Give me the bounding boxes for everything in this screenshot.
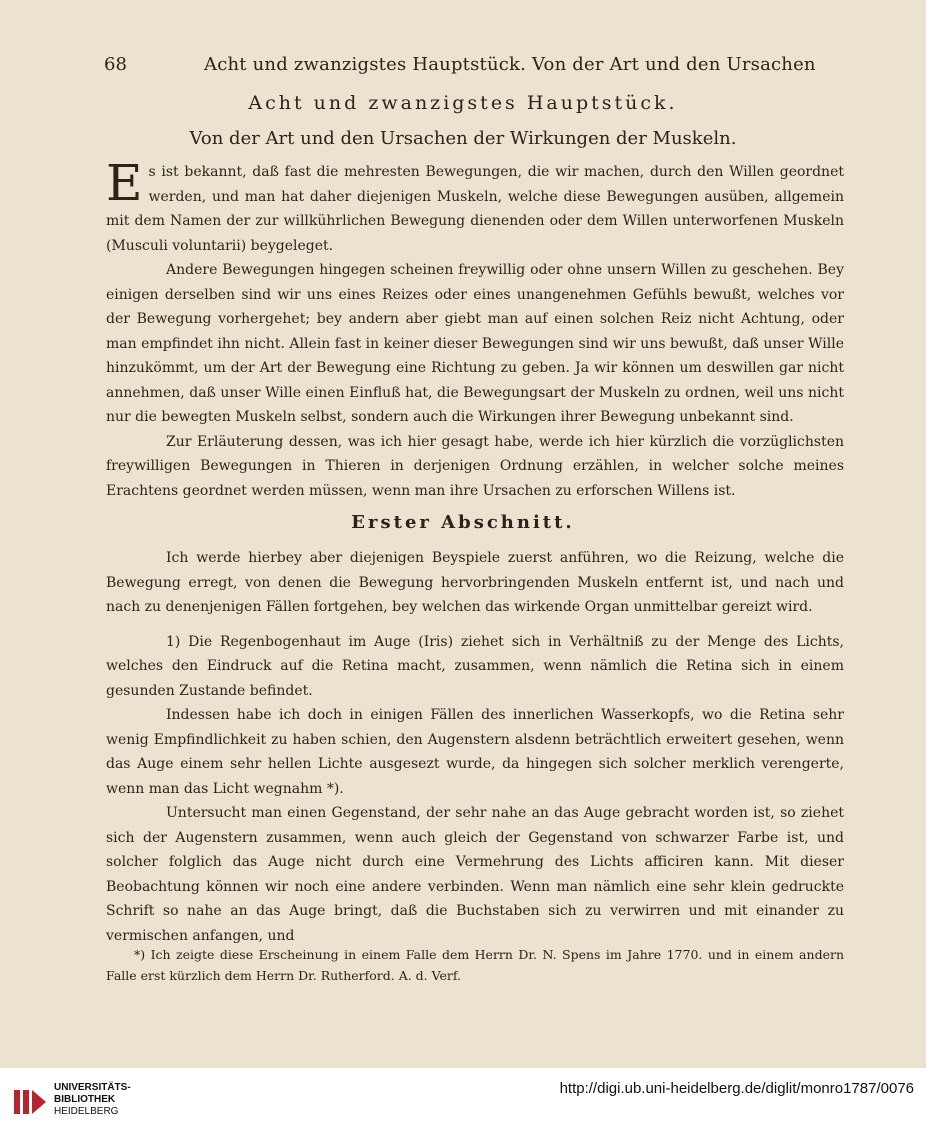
intro-text bbox=[106, 154, 844, 503]
intro-paragraph-3: Zur Erläuterung dessen, was ich hier gesagt habe, werde ich hier kürzlich die vorzüglichsten freywilligen Bewegungen in Thieren in derjenigen Ordnung erzählen, in welcher solche meines Erachtens geordnet werden müssen, wenn man ihre Ursachen zu erforschen Willens ist. bbox=[106, 433, 844, 499]
university-library-logo-icon[interactable] bbox=[12, 1084, 48, 1120]
library-name[interactable] bbox=[54, 1082, 131, 1118]
intro-paragraph-1-text: s ist bekannt, daß fast die mehresten Bewegungen, die wir machen, durch den Willen geordnet werden, und man hat daher diejenigen Muskeln, welche diese Bewegungen ausüben, allgemein mit dem Namen der zur willkührlichen Bewegung dienenden oder dem Willen unterworfenen Muskeln (Musculi voluntarii) beygeleget. bbox=[106, 164, 844, 254]
footnote-text: *) Ich zeigte diese Erscheinung in einem Falle dem Herrn Dr. N. Spens im Jahre 1770. und in einem andern Falle erst kürzlich dem Herrn Dr. Rutherford. A. d. Verf. bbox=[106, 947, 844, 983]
drop-cap: E bbox=[106, 154, 143, 212]
footnote bbox=[106, 944, 844, 986]
section-text bbox=[106, 546, 844, 948]
section-paragraph-2: 1) Die Regenbogenhaut im Auge (Iris) ziehet sich in Verhältniß zu der Menge des Lichts, welches den Eindruck auf die Retina macht, zusammen, wenn nämlich die Retina sich in einem gesunden Zustande befindet. bbox=[106, 633, 844, 699]
intro-paragraph-1 bbox=[106, 154, 844, 258]
library-name-line-2: BIBLIOTHEK bbox=[54, 1094, 116, 1105]
intro-paragraph-2: Andere Bewegungen hingegen scheinen freywillig oder ohne unsern Willen zu geschehen. Bey einigen derselben sind wir uns eines Reizes oder eines unangenehmen Gefühls bewußt, welches vor der Bewegung vorhergehet; bey andern aber giebt man auf einen solchen Reiz nicht Achtung, oder man empfindet ihn nicht. Allein fast in keiner dieser Bewegungen sind wir uns bewußt, daß unser Wille hinzukömmt, um der Art der Bewegung eine Richtung zu geben. Ja wir können um deswillen gar nicht annehmen, daß unser Wille einen Einfluß hat, die Bewegungsart der Muskeln zu ordnen, weil uns nicht nur die bewegten Muskeln selbst, sondern auch die Wirkungen ihrer Bewegung unbekannt sind. bbox=[106, 262, 844, 425]
chapter-title: Acht und zwanzigstes Hauptstück. bbox=[248, 92, 678, 114]
running-title: Acht und zwanzigstes Hauptstück. Von der Art und den Ursachen bbox=[204, 54, 816, 75]
page-number: 68 bbox=[104, 54, 127, 75]
section-paragraph-4: Untersucht man einen Gegenstand, der sehr nahe an das Auge gebracht worden ist, so ziehet sich der Augenstern zusammen, wenn auch gleich der Gegenstand von schwarzer Farbe ist, und solcher folglich das Auge nicht durch eine Vermehrung des Lichts afficiren kann. Mit dieser Beobachtung können wir noch eine andere verbinden. Wenn man nämlich eine sehr klein gedruckte Schrift so nahe an das Auge bringt, daß die Buchstaben sich zu verwirren und mit einander zu vermischen anfangen, und bbox=[106, 805, 844, 944]
library-footer bbox=[0, 1068, 926, 1136]
library-name-line-3: HEIDELBERG bbox=[54, 1106, 119, 1117]
section-paragraph-3: Indessen habe ich doch in einigen Fällen des innerlichen Wasserkopfs, wo die Retina sehr wenig Empfindlichkeit zu haben schien, den Augenstern alsdenn beträchtlich erweitert gesehen, wenn das Auge einem sehr hellen Lichte ausgesezt wurde, da hingegen sich solcher merklich verengerte, wenn man das Licht wegnahm *). bbox=[106, 707, 844, 797]
section-paragraph-1: Ich werde hierbey aber diejenigen Beyspiele zuerst anführen, wo die Reizung, welche die Bewegung erregt, von denen die Bewegung hervorbringenden Muskeln entfernt ist, und nach und nach zu denenjenigen Fällen fortgehen, bey welchen das wirkende Organ unmittelbar gereizt wird. bbox=[106, 550, 844, 615]
chapter-subtitle: Von der Art und den Ursachen der Wirkungen der Muskeln. bbox=[189, 128, 737, 149]
library-name-line-1: UNIVERSITÄTS- bbox=[54, 1082, 131, 1093]
permalink-url[interactable]: http://digi.ub.uni-heidelberg.de/diglit/monro1787/0076 bbox=[559, 1080, 914, 1097]
section-title: Erster Abschnitt. bbox=[351, 512, 575, 533]
